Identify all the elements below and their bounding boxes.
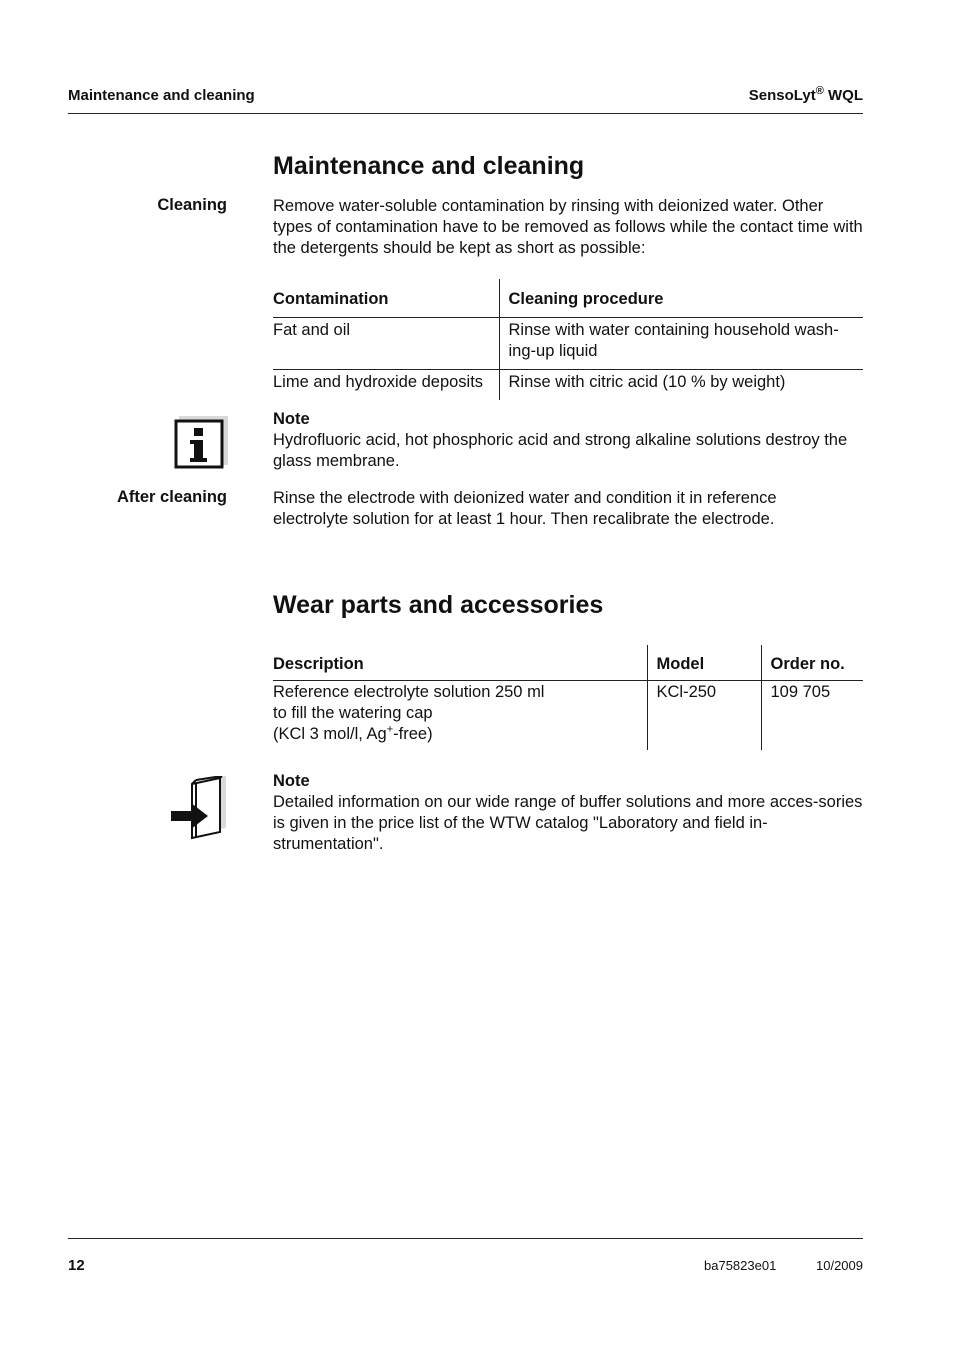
superscript: +: [386, 723, 394, 736]
table-header-row: [273, 279, 863, 318]
contamination-table: [273, 279, 863, 400]
running-header-left: Maintenance and cleaning: [68, 87, 255, 104]
side-label-cleaning: Cleaning: [157, 196, 227, 214]
table-row: [273, 681, 863, 751]
table-row: [273, 318, 863, 370]
info-icon: [174, 413, 230, 474]
cleaning-paragraph: Remove water-soluble contamination by rinsing with deionized water. Other types of contamination have to be removed as follows while the contact time with the detergents should be kept as short as possible:: [273, 197, 863, 257]
note-block-1: [273, 409, 865, 472]
note-block-2: [273, 771, 863, 855]
table-cell-model: KCl-250: [647, 681, 761, 751]
table-cell: Fat and oil: [273, 318, 499, 370]
description-text: (KCl 3 mol/l, Ag: [273, 725, 387, 743]
book-reference-icon: [170, 776, 230, 847]
table-header-row: [273, 645, 863, 681]
note-text: Detailed information on our wide range of buffer solutions and more acces-sories is given in the price list of the WTW catalog "Laboratory and field in-strumentation".: [273, 793, 863, 853]
table-cell: Rinse with citric acid (10 % by weight): [499, 370, 863, 401]
running-header-right: [749, 87, 863, 104]
description-line: to fill the watering cap: [273, 704, 433, 722]
column-header: Order no.: [761, 645, 863, 681]
page-number: 12: [68, 1257, 85, 1274]
brand-name: SensoLyt: [748, 87, 816, 104]
header-rule: [68, 113, 863, 114]
section-title-wear-parts: Wear parts and accessories: [273, 591, 604, 619]
table-row: [273, 370, 863, 401]
description-text: -free): [393, 725, 433, 743]
column-header: Description: [273, 645, 647, 681]
description-line: [273, 724, 647, 745]
table-cell: Lime and hydroxide deposits: [273, 373, 484, 391]
side-label-after-cleaning: After cleaning: [116, 488, 227, 506]
after-cleaning-paragraph: Rinse the electrode with deionized water and condition it in reference electrolyte solution for at least 1 hour. Then recalibrate the electrode.: [273, 489, 777, 528]
document-id: ba75823e01: [704, 1258, 777, 1273]
table-cell: Rinse with water containing household wash-ing-up liquid: [499, 318, 863, 370]
table-cell-order-no: 109 705: [761, 681, 863, 751]
registered-mark: ®: [815, 85, 824, 97]
footer-rule: [68, 1238, 863, 1239]
column-header: Model: [647, 645, 761, 681]
note-title: Note: [273, 772, 310, 790]
model-name: WQL: [823, 87, 863, 104]
table-cell-description: [273, 681, 647, 751]
section-title-maintenance: Maintenance and cleaning: [273, 152, 585, 180]
column-header: Contamination: [273, 279, 499, 318]
accessories-table: [273, 645, 863, 750]
document-date: 10/2009: [816, 1258, 863, 1273]
note-text: Hydrofluoric acid, hot phosphoric acid and strong alkaline solutions destroy the glass membrane.: [273, 431, 848, 470]
description-line: Reference electrolyte solution 250 ml: [273, 683, 545, 701]
column-header: Cleaning procedure: [499, 279, 863, 318]
note-title: Note: [273, 410, 310, 428]
